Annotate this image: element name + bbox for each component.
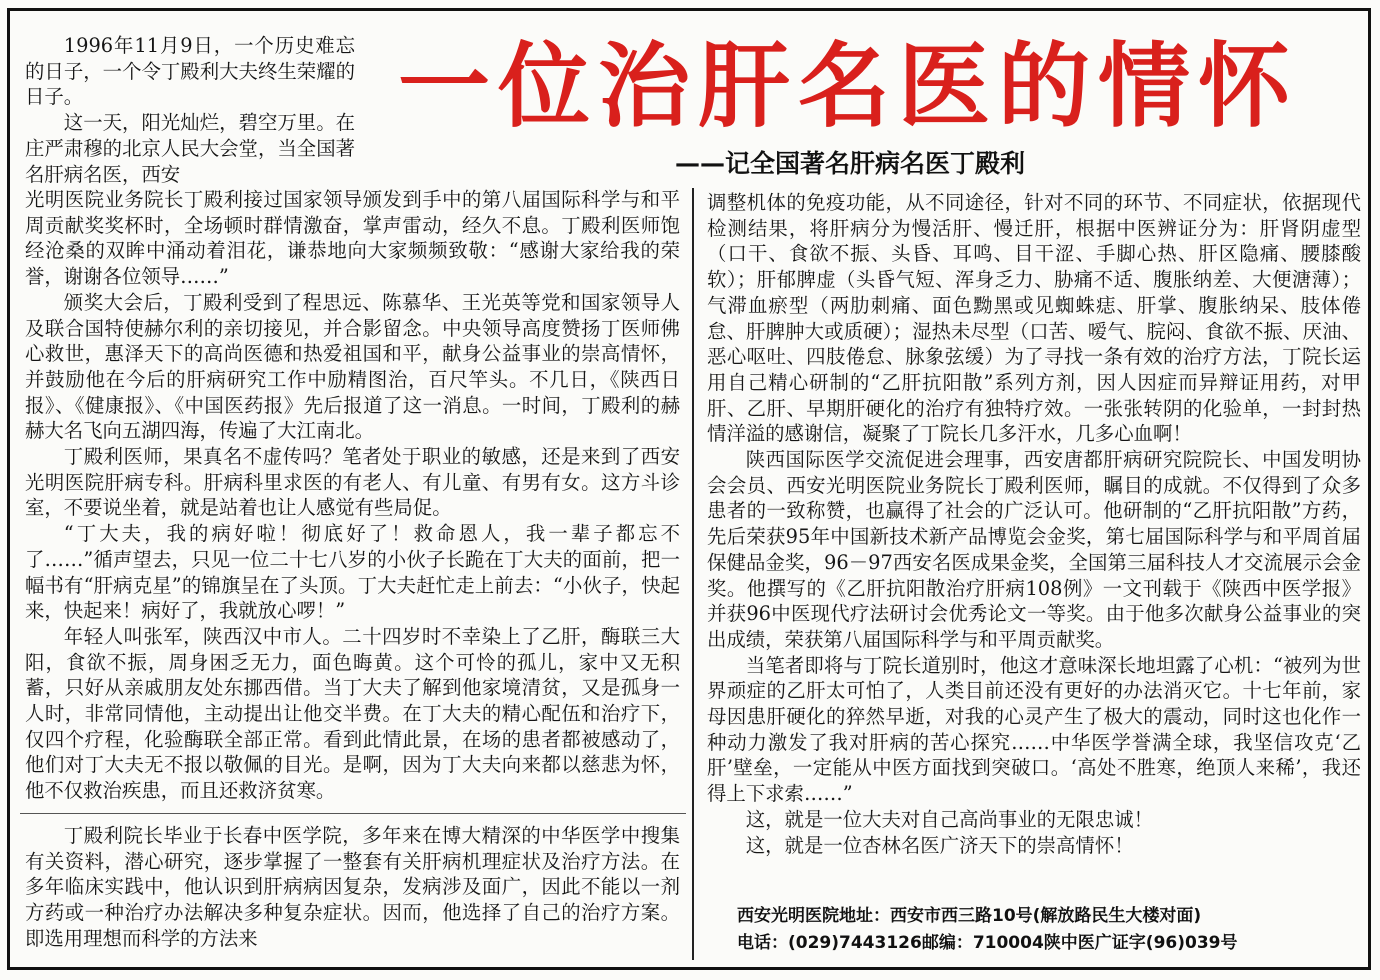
paragraph: 当笔者即将与丁院长道别时，他这才意味深长地坦露了心机：“被列为世界顽症的乙肝太可怕了，人类目前还没有更好的办法消灭它。十七年前，家母因患肝硬化的猝然早逝，对我的心灵产生了极大的震动，同时这也化作一种动力激发了我对肝病的苦心探究……中华医学誉满全球，我坚信攻克‘乙肝’壁垒，一定能从中医方面找到突破口。‘高处不胜寒，绝顶人来稀’，我还得上下求索……”: [707, 653, 1361, 806]
paragraph: 调整机体的免疫功能，从不同途径，针对不同的环节、不同症状，依据现代检测结果，将肝病分为慢活肝、慢迁肝，根据中医辨证分为：肝肾阴虚型（口干、食欲不振、头昏、耳鸣、目干涩、手脚心热、肝区隐痛、腰膝酸软）；肝郁脾虚（头昏气短、浑身乏力、胁痛不适、腹胀纳差、大便溏薄）；气滞血瘀型（两肋刺痛、面色黝黑或见蜘蛛痣、肝掌、腹胀纳呆、肢体倦怠、肝脾肿大或质硬）；湿热未尽型（口苦、嗳气、脘闷、食欲不振、厌油、恶心呕吐、四肢倦怠、脉象弦缓）为了寻找一条有效的治疗方法，丁院长运用自己精心研制的“乙肝抗阳散”系列方剂，因人因症而异辩证用药，对甲肝、乙肝、早期肝硬化的治疗有独特疗效。一张张转阴的化验单，一封封热情洋溢的感谢信，凝聚了丁院长几多汗水，几多心血啊！: [707, 191, 1361, 446]
paragraph: 这，就是一位大夫对自己高尚事业的无限忠诚！: [745, 807, 1153, 831]
paragraph: 陕西国际医学交流促进会理事，西安唐都肝病研究院院长、中国发明协会会员、西安光明医院业务院长丁殿利医师，瞩目的成就。不仅得到了众多患者的一致称赞，也赢得了社会的广泛认可。他研制的“乙肝抗阳散”方药，先后荣获95年中国新技术新产品博览会金奖，第七届国际科学与和平周首届保健品金奖，96－97西安名医成果金奖，全国第三届科技人才交流展示会金奖。他撰写的《乙肝抗阳散治疗肝病108例》一文刊载于《陕西中医学报》并获96中医现代疗法研讨会优秀论文一等奖。由于他多次献身公益事业的突出成绩，荣获第八届国际科学与和平周贡献奖。: [707, 448, 1361, 651]
column-1-bottom: [25, 823, 680, 952]
column-divider: [692, 188, 694, 960]
column-2: [707, 190, 1361, 858]
paragraph: 丁殿利院长毕业于长春中医学院，多年来在博大精深的中华医学中搜集有关资料，潜心研究，逐步掌握了一整套有关肝病机理症状及治疗方法。在多年临床实践中，他认识到肝病病因复杂，发病涉及面广，因此不能以一剂方药或一种治疗办法解决多种复杂症状。因而，他选择了自己的治疗方案。即选用理想而科学的方法来: [25, 824, 680, 950]
column-1-top: [25, 33, 355, 187]
paragraph: 1996年11月9日，一个历史难忘的日子，一个令丁殿利大夫终生荣耀的日子。: [25, 34, 355, 109]
paragraph: “丁大夫，我的病好啦！彻底好了！救命恩人，我一辈子都忘不了……”循声望去，只见一位二十七八岁的小伙子长跪在丁大夫的面前，把一幅书有“肝病克星”的锦旗呈在了头顶。丁大夫赶忙走上前去：“小伙子，快起来，快起来！病好了，我就放心啰！”: [25, 522, 680, 623]
hospital-address: 西安光明医院地址：西安市西三路10号(解放路民生大楼对面): [737, 906, 1202, 926]
paragraph: 颁奖大会后，丁殿利受到了程思远、陈慕华、王光英等党和国家领导人及联合国特使赫尔利的亲切接见，并合影留念。中央领导高度赞扬丁医师佛心救世，惠泽天下的高尚医德和热爱祖国和平，献身公益事业的崇高情怀，并鼓励他在今后的肝病研究工作中励精图治，百尺竿头。不几日，《陕西日报》、《健康报》、《中国医药报》先后报道了这一消息。一时间，丁殿利的赫赫大名飞向五湖四海，传遍了大江南北。: [25, 290, 680, 443]
paragraph: 这，就是一位杏林名医广济天下的崇高情怀！: [745, 833, 1134, 857]
article-subtitle: ——记全国著名肝病名医丁殿利: [675, 149, 1026, 178]
article-title: 一位治肝名医的情怀: [398, 33, 1299, 140]
hospital-contact: 电话：(029)7443126邮编：710004陕中医广证字(96)039号: [737, 933, 1238, 953]
column-1-main: [25, 187, 680, 804]
paragraph: 丁殿利医师，果真名不虚传吗？笔者处于职业的敏感，还是来到了西安光明医院肝病专科。肝病科里求医的有老人、有儿童、有男有女。这方斗诊室，不要说坐着，就是站着也让人感觉有些局促。: [25, 445, 680, 520]
section-divider: [20, 813, 686, 814]
paragraph: 年轻人叫张军，陕西汉中市人。二十四岁时不幸染上了乙肝，酶联三大阳，食欲不振，周身困乏无力，面色晦黄。这个可怜的孤儿，家中又无积蓄，只好从亲戚朋友处东挪西借。当丁大夫了解到他家境清贫，又是孤身一人时，非常同情他，主动提出让他交半费。在丁大夫的精心配伍和治疗下，仅四个疗程，化验酶联全部正常。看到此情此景，在场的患者都被感动了，他们对丁大夫无不报以敬佩的目光。是啊，因为丁大夫向来都以慈悲为怀，他不仅救治疾患，而且还救济贫寒。: [25, 624, 680, 803]
paragraph: 这一天，阳光灿烂，碧空万里。在庄严肃穆的北京人民大会堂，当全国著名肝病名医，西安: [25, 111, 355, 186]
paragraph: 光明医院业务院长丁殿利接过国家领导颁发到手中的第八届国际科学与和平周贡献奖奖杯时，全场顿时群情激奋，掌声雷动，经久不息。丁殿利医师饱经沧桑的双眸中涌动着泪花，谦恭地向大家频频致敬：“感谢大家给我的荣誉，谢谢各位领导……”: [25, 188, 680, 289]
